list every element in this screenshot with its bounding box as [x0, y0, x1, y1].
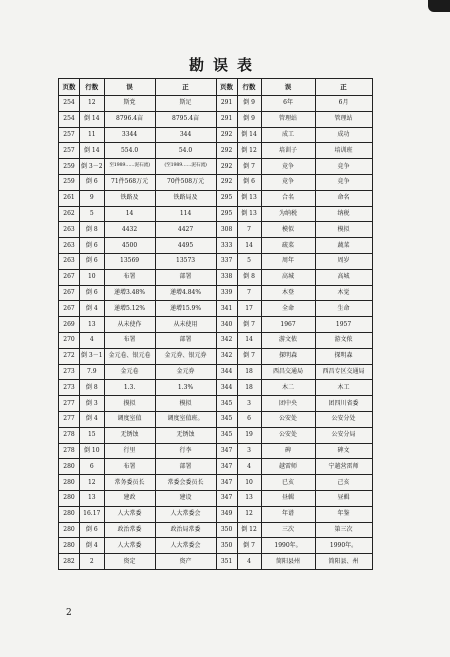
page-cell: 254	[59, 96, 80, 112]
table-row	[59, 459, 373, 475]
error-cell: 碑	[261, 443, 315, 459]
error-cell: 疏菜	[261, 238, 315, 254]
page-cell: 273	[59, 380, 80, 396]
page-cell: 349	[216, 506, 237, 522]
correction-cell: 宁越营雷师	[315, 459, 372, 475]
error-cell: 1990年。	[261, 538, 315, 554]
page-cell: 262	[59, 206, 80, 222]
error-cell: 建政	[104, 490, 155, 506]
line-cell: 倒 14	[237, 127, 261, 143]
correction-cell: 高城	[315, 269, 372, 285]
line-cell: 倒 7	[237, 538, 261, 554]
correction-cell: 1957	[315, 317, 372, 333]
correction-cell: 周岁	[315, 253, 372, 269]
correction-cell: 344	[155, 127, 216, 143]
error-cell: 14	[104, 206, 155, 222]
page-cell: 347	[216, 475, 237, 491]
correction-cell: 碑文	[315, 443, 372, 459]
page-cell: 267	[59, 285, 80, 301]
line-cell: 倒 6	[80, 285, 105, 301]
table-row	[59, 411, 373, 427]
line-cell: 4	[80, 332, 105, 348]
correction-cell: 金元券	[155, 364, 216, 380]
line-cell: 7.9	[80, 364, 105, 380]
correction-cell: 13573	[155, 253, 216, 269]
correction-cell: 第三次	[315, 522, 372, 538]
line-cell: 6	[80, 459, 105, 475]
correction-cell: 斯足	[155, 96, 216, 112]
error-cell: 铁路及	[104, 190, 155, 206]
page-cell: 263	[59, 222, 80, 238]
line-cell: 17	[237, 301, 261, 317]
error-cell: 年谱	[261, 506, 315, 522]
page-cell: 350	[216, 522, 237, 538]
page-cell: 342	[216, 348, 237, 364]
page-cell: 277	[59, 411, 80, 427]
line-cell: 12	[80, 96, 105, 112]
page-cell: 292	[216, 127, 237, 143]
header-cell: 行数	[80, 79, 105, 96]
error-cell: 8796.4亩	[104, 111, 155, 127]
page-cell: 267	[59, 269, 80, 285]
correction-cell: 己亥	[315, 475, 372, 491]
error-cell: 周年	[261, 253, 315, 269]
line-cell: 11	[80, 127, 105, 143]
correction-cell: 人大常委会	[155, 506, 216, 522]
error-cell: 培训子	[261, 143, 315, 159]
error-cell: 公安处	[261, 427, 315, 443]
table-row	[59, 127, 373, 143]
correction-cell: 木工	[315, 380, 372, 396]
line-cell: 18	[237, 364, 261, 380]
page-cell: 267	[59, 301, 80, 317]
error-cell: 全命	[261, 301, 315, 317]
page-cell: 347	[216, 443, 237, 459]
error-cell: 高城	[261, 269, 315, 285]
page-cell: 280	[59, 459, 80, 475]
line-cell: 3	[237, 443, 261, 459]
correction-cell: 无锈蚀	[155, 427, 216, 443]
correction-cell: 昼輯	[315, 490, 372, 506]
correction-cell: 铁路局及	[155, 190, 216, 206]
line-cell: 18	[237, 380, 261, 396]
error-cell: 木登	[261, 285, 315, 301]
page-cell: 345	[216, 427, 237, 443]
page-cell: 257	[59, 143, 80, 159]
page-cell: 280	[59, 475, 80, 491]
line-cell: 倒 12	[237, 143, 261, 159]
correction-cell: 常委会委员长	[155, 475, 216, 491]
page-cell: 341	[216, 301, 237, 317]
correction-cell: 资产	[155, 554, 216, 570]
correction-cell: 114	[155, 206, 216, 222]
error-cell: 已亥	[261, 475, 315, 491]
correction-cell: 调度室值班。	[155, 411, 216, 427]
page-cell: 337	[216, 253, 237, 269]
line-cell: 倒 3－2	[80, 159, 105, 175]
line-cell: 2	[80, 554, 105, 570]
page-cell: 280	[59, 506, 80, 522]
error-cell: 递增3.48%	[104, 285, 155, 301]
line-cell: 倒 6	[80, 238, 105, 254]
line-cell: 倒 14	[80, 143, 105, 159]
errata-body	[59, 96, 373, 570]
table-row	[59, 427, 373, 443]
line-cell: 13	[80, 490, 105, 506]
line-cell: 15	[80, 427, 105, 443]
table-row	[59, 159, 373, 175]
table-header-row	[59, 79, 373, 96]
error-cell: 摸拟	[104, 396, 155, 412]
correction-cell: 部署	[155, 332, 216, 348]
error-cell: 人大常委	[104, 506, 155, 522]
page-cell: 280	[59, 522, 80, 538]
page-cell: 269	[59, 317, 80, 333]
error-cell: 无锈蚀	[104, 427, 155, 443]
table-row	[59, 190, 373, 206]
table-row	[59, 332, 373, 348]
line-cell: 7	[237, 285, 261, 301]
header-cell: 行数	[237, 79, 261, 96]
line-cell: 7	[237, 222, 261, 238]
line-cell: 倒 7	[237, 317, 261, 333]
error-cell: 布署	[104, 269, 155, 285]
correction-cell: 建设	[155, 490, 216, 506]
correction-cell: 西昌专区交通局	[315, 364, 372, 380]
header-cell: 正	[155, 79, 216, 96]
table-row	[59, 522, 373, 538]
error-cell: 竟争	[261, 159, 315, 175]
page-cell: 344	[216, 364, 237, 380]
page-cell: 263	[59, 238, 80, 254]
error-cell: 常务委员长	[104, 475, 155, 491]
table-row	[59, 143, 373, 159]
header-cell: 页数	[216, 79, 237, 96]
page-cell: 270	[59, 332, 80, 348]
page-cell: 261	[59, 190, 80, 206]
correction-cell: 命名	[315, 190, 372, 206]
line-cell: 6	[237, 411, 261, 427]
correction-cell: 游文侬	[315, 332, 372, 348]
table-row	[59, 174, 373, 190]
line-cell: 4	[237, 554, 261, 570]
correction-cell: 1990年。	[315, 538, 372, 554]
error-cell: 布署	[104, 332, 155, 348]
line-cell: 倒 4	[80, 538, 105, 554]
correction-cell: 简阳县、州	[315, 554, 372, 570]
correction-cell: (至1989……泥石流)	[155, 159, 216, 175]
line-cell: 倒 8	[80, 222, 105, 238]
error-cell: 行里	[104, 443, 155, 459]
error-cell: 简阳县州	[261, 554, 315, 570]
line-cell: 倒 9	[237, 96, 261, 112]
line-cell: 3	[237, 396, 261, 412]
page-cell: 339	[216, 285, 237, 301]
error-cell: 合名	[261, 190, 315, 206]
error-cell: 4500	[104, 238, 155, 254]
correction-cell: 70件508万元	[155, 174, 216, 190]
page-cell: 345	[216, 411, 237, 427]
line-cell: 倒 6	[80, 174, 105, 190]
line-cell: 倒 4	[80, 301, 105, 317]
page-number: 2	[66, 608, 72, 618]
error-cell: 递增5.12%	[104, 301, 155, 317]
correction-cell: 8795.4亩	[155, 111, 216, 127]
correction-cell: 竞争	[315, 174, 372, 190]
table-row	[59, 222, 373, 238]
page-cell: 272	[59, 348, 80, 364]
error-cell: 公安处	[261, 411, 315, 427]
header-cell: 误	[104, 79, 155, 96]
correction-cell: 6月	[315, 96, 372, 112]
table-row	[59, 111, 373, 127]
line-cell: 5	[80, 206, 105, 222]
error-cell: 调度室值	[104, 411, 155, 427]
line-cell: 10	[80, 269, 105, 285]
correction-cell: 1.3%	[155, 380, 216, 396]
page-cell: 338	[216, 269, 237, 285]
page-cell: 282	[59, 554, 80, 570]
page-cell: 292	[216, 143, 237, 159]
page-cell: 254	[59, 111, 80, 127]
error-cell: 探明森	[261, 348, 315, 364]
page-cell: 278	[59, 427, 80, 443]
line-cell: 倒 6	[80, 522, 105, 538]
header-cell: 误	[261, 79, 315, 96]
page-cell: 295	[216, 206, 237, 222]
error-cell: 越雷师	[261, 459, 315, 475]
page-cell: 280	[59, 538, 80, 554]
correction-cell: 纳税	[315, 206, 372, 222]
table-row	[59, 301, 373, 317]
header-cell: 页数	[59, 79, 80, 96]
correction-cell: 递增15.9%	[155, 301, 216, 317]
page-cell: 347	[216, 459, 237, 475]
table-row	[59, 538, 373, 554]
line-cell: 倒 6	[80, 253, 105, 269]
page-cell: 308	[216, 222, 237, 238]
correction-cell: 金元券、银元券	[155, 348, 216, 364]
correction-cell: 年鉴	[315, 506, 372, 522]
errata-table	[58, 78, 373, 570]
error-cell: 3344	[104, 127, 155, 143]
error-cell: 管理站	[261, 111, 315, 127]
page-cell: 263	[59, 253, 80, 269]
page-cell: 292	[216, 174, 237, 190]
page-cell: 278	[59, 443, 80, 459]
page-cell: 342	[216, 332, 237, 348]
table-row	[59, 317, 373, 333]
error-cell: 布署	[104, 459, 155, 475]
table-row	[59, 253, 373, 269]
correction-cell: 递增4.84%	[155, 285, 216, 301]
error-cell: 成工	[261, 127, 315, 143]
correction-cell: 4495	[155, 238, 216, 254]
table-row	[59, 238, 373, 254]
error-cell: 西昌交通局	[261, 364, 315, 380]
error-cell: 竟争	[261, 174, 315, 190]
line-cell: 倒 12	[237, 522, 261, 538]
table-row	[59, 396, 373, 412]
error-cell: 资定	[104, 554, 155, 570]
correction-cell: 管理站	[315, 111, 372, 127]
correction-cell: 模拟	[155, 396, 216, 412]
correction-cell: 蔬菜	[315, 238, 372, 254]
line-cell: 倒 8	[80, 380, 105, 396]
line-cell: 10	[237, 475, 261, 491]
page-cell: 347	[216, 490, 237, 506]
line-cell: 16.17	[80, 506, 105, 522]
line-cell: 倒 4	[80, 411, 105, 427]
page-cell: 291	[216, 111, 237, 127]
error-cell: 6年	[261, 96, 315, 112]
line-cell: 倒 9	[237, 111, 261, 127]
correction-cell: 模拟	[315, 222, 372, 238]
error-cell: 木二	[261, 380, 315, 396]
page-cell: 280	[59, 490, 80, 506]
correction-cell: 4427	[155, 222, 216, 238]
correction-cell: 政治局常委	[155, 522, 216, 538]
error-cell: 政治常委	[104, 522, 155, 538]
error-cell: 团中央	[261, 396, 315, 412]
page-cell: 259	[59, 174, 80, 190]
line-cell: 倒 6	[237, 174, 261, 190]
line-cell: 倒 3	[80, 396, 105, 412]
error-cell: 模似	[261, 222, 315, 238]
correction-cell: 探明森	[315, 348, 372, 364]
page-cell: 273	[59, 364, 80, 380]
line-cell: 13	[80, 317, 105, 333]
table-row	[59, 348, 373, 364]
table-row	[59, 285, 373, 301]
correction-cell: 行李	[155, 443, 216, 459]
correction-cell: 竞争	[315, 159, 372, 175]
table-row	[59, 443, 373, 459]
line-cell: 9	[80, 190, 105, 206]
page-cell: 351	[216, 554, 237, 570]
corner-mark	[428, 0, 450, 12]
line-cell: 倒 10	[80, 443, 105, 459]
error-cell: 13569	[104, 253, 155, 269]
correction-cell: 木觉	[315, 285, 372, 301]
error-cell: 1.3.	[104, 380, 155, 396]
error-cell: 至1989……泥石流)	[104, 159, 155, 175]
correction-cell: 人大常委会	[155, 538, 216, 554]
line-cell: 14	[237, 238, 261, 254]
error-cell: 金元卷	[104, 364, 155, 380]
error-cell: 斯党	[104, 96, 155, 112]
table-row	[59, 380, 373, 396]
table-row	[59, 364, 373, 380]
table-row	[59, 490, 373, 506]
table-row	[59, 206, 373, 222]
correction-cell: 团四川省委	[315, 396, 372, 412]
line-cell: 12	[237, 506, 261, 522]
error-cell: 三次	[261, 522, 315, 538]
page-cell: 277	[59, 396, 80, 412]
page-cell: 291	[216, 96, 237, 112]
error-cell: 1967	[261, 317, 315, 333]
page-cell: 333	[216, 238, 237, 254]
table-row	[59, 554, 373, 570]
page-cell: 295	[216, 190, 237, 206]
error-cell: 71件568万元	[104, 174, 155, 190]
table-row	[59, 475, 373, 491]
error-cell: 人大常委	[104, 538, 155, 554]
line-cell: 倒 14	[80, 111, 105, 127]
page-cell: 257	[59, 127, 80, 143]
line-cell: 12	[80, 475, 105, 491]
table-row	[59, 506, 373, 522]
error-cell: 为纳税	[261, 206, 315, 222]
line-cell: 14	[237, 332, 261, 348]
correction-cell: 培训班	[315, 143, 372, 159]
line-cell: 倒 7	[237, 159, 261, 175]
page-cell: 344	[216, 380, 237, 396]
correction-cell: 公安分处	[315, 411, 372, 427]
line-cell: 倒 13	[237, 190, 261, 206]
error-cell: 从未使作	[104, 317, 155, 333]
error-cell: 金元卷、银元卷	[104, 348, 155, 364]
line-cell: 13	[237, 490, 261, 506]
line-cell: 倒 8	[237, 269, 261, 285]
line-cell: 倒 7	[237, 348, 261, 364]
line-cell: 倒 13	[237, 206, 261, 222]
header-cell: 正	[315, 79, 372, 96]
page-cell: 259	[59, 159, 80, 175]
table-row	[59, 269, 373, 285]
error-cell: 昼輯	[261, 490, 315, 506]
correction-cell: 生命	[315, 301, 372, 317]
correction-cell: 从未使用	[155, 317, 216, 333]
error-cell: 游文侬	[261, 332, 315, 348]
table-row	[59, 96, 373, 112]
page-cell: 345	[216, 396, 237, 412]
correction-cell: 54.0	[155, 143, 216, 159]
page-cell: 350	[216, 538, 237, 554]
correction-cell: 部署	[155, 459, 216, 475]
page-cell: 292	[216, 159, 237, 175]
line-cell: 5	[237, 253, 261, 269]
line-cell: 倒 3－1	[80, 348, 105, 364]
correction-cell: 公安分局	[315, 427, 372, 443]
page-cell: 340	[216, 317, 237, 333]
line-cell: 4	[237, 459, 261, 475]
correction-cell: 成功	[315, 127, 372, 143]
line-cell: 19	[237, 427, 261, 443]
page-title: 勘误表	[188, 56, 261, 74]
error-cell: 4432	[104, 222, 155, 238]
correction-cell: 部署	[155, 269, 216, 285]
error-cell: 554.0	[104, 143, 155, 159]
